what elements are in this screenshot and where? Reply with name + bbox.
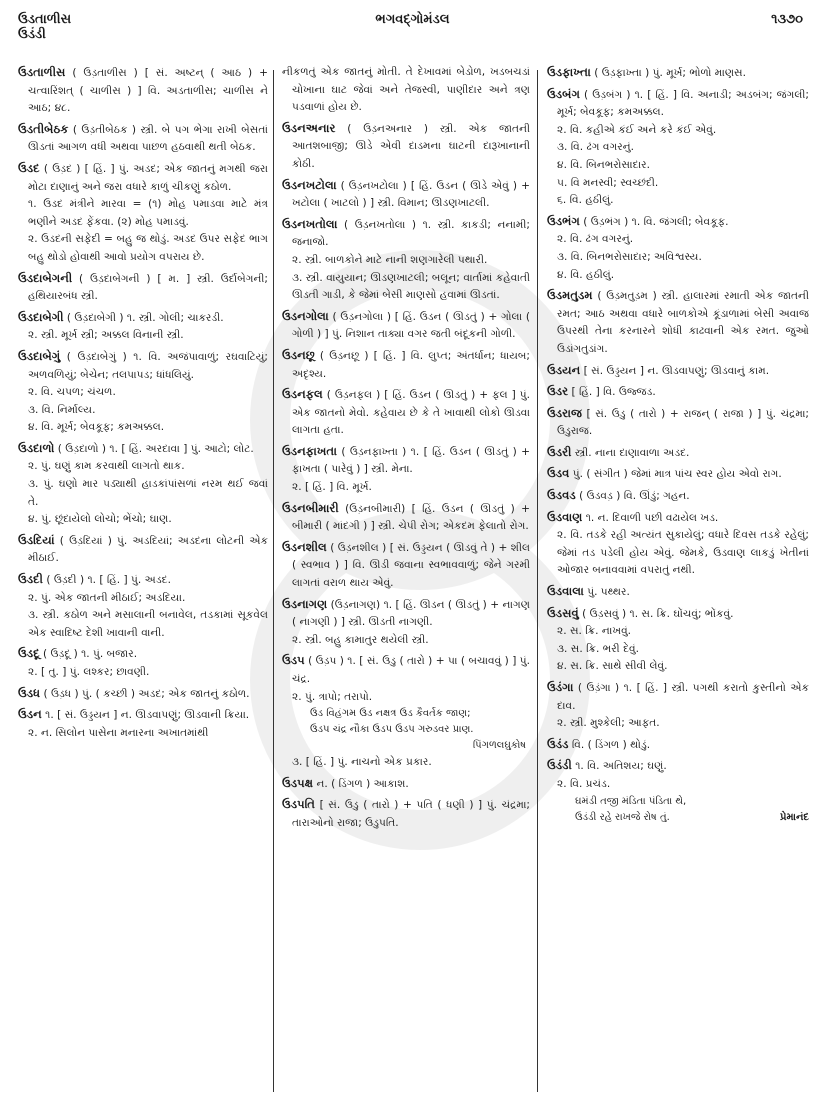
entry-definition-line	[282, 539, 530, 593]
entry-definition: ન. ( ડિંગળ ) આકાશ.	[316, 777, 409, 790]
entry-definition: ૧. [ સં. ઉડ્ડયન ] ન. ઊડવાપણું; ઊડવાની ક્રિયા.	[45, 709, 250, 722]
entry-headword: ઉડદિયાં	[18, 532, 55, 547]
column-divider	[537, 70, 538, 1092]
entry-sense: ૨. વિ. ઢંગ વગરનું.	[557, 233, 634, 246]
entry-sense: ૩. સ્ત્રી. વાયુયાન; ઊડણખાટલી; બલૂન; વાર્તામાં કહેવાતી ઊડતી ગાડી, કે જેમાં બેસી માણસો હવામાં ઊડતાં.	[292, 271, 530, 302]
entry-definition: ( ઉડ઼નખતોલા ) ૧. સ્ત્રી. કાકડી; નનામી; જનાજો.	[292, 218, 530, 249]
entry-sense: ૩. સ. ક્રિ. ભરી દેવું.	[557, 642, 639, 655]
dictionary-entry	[282, 652, 530, 771]
dictionary-entry	[18, 348, 268, 437]
dictionary-entry	[547, 405, 809, 441]
entry-definition: વિ. ( ડિંગળ ) થોડું.	[571, 738, 651, 751]
entry-headword: ઉડદાળો	[18, 440, 55, 455]
entry-sense: ૨. વિ. ચપળ; ચંચળ.	[28, 386, 116, 399]
dictionary-entry	[547, 583, 809, 602]
entry-headword: ઉડપક્ષ	[282, 775, 314, 790]
entry-headword: ઉડદ	[18, 160, 40, 175]
entry-sense: ૨. ઉડદની સફેદી = બહુ જ થોડું. અડદ ઉપર સફેદ ભાગ બહુ થોડો હોવાથી આવો પ્રયોગ વપરાય છે.	[28, 233, 268, 263]
dictionary-entry	[547, 509, 809, 580]
entry-sense: ૨. સ્ત્રી. મૂર્ખ સ્ત્રી; અક્કલ વિનાની સ્ત્રી.	[28, 329, 184, 342]
dictionary-entry	[18, 440, 268, 529]
entry-sense: ૩. વિ. બિનભરોસાદાર; અવિશ્વસ્ય.	[557, 250, 702, 263]
entry-headword: ઉડંડ	[547, 736, 569, 751]
page-header	[0, 0, 825, 48]
entry-definition-line	[282, 443, 530, 479]
dictionary-entry	[18, 121, 268, 157]
entry-definition-line	[18, 685, 268, 704]
entry-definition-line	[282, 177, 530, 213]
entry-headword: ઉડદાબેગી	[18, 309, 64, 324]
entry-sense: ૨. સ. ક્રિ. નાખવું.	[557, 625, 632, 638]
entry-definition: ( ઉડ઼દૂ ) ૧. પું. બજાર.	[43, 648, 138, 661]
entry-definition: [ સં. ઉડ્ડયન ] ન. ઊડવાપણું; ઊડવાનું કામ.	[583, 364, 770, 377]
entry-headword: ઉડનાગણ	[282, 596, 328, 611]
entry-headword: ઉડદૂ	[18, 646, 40, 661]
entry-definition-line	[547, 465, 809, 484]
entry-sense: ૩. વિ. ઢંગ વગરનું.	[557, 141, 634, 154]
entry-sense: ૪. પું. છૂંદાયેલો લોચો; ભેંચો; ઘાણ.	[28, 513, 172, 526]
entry-sense: ૨. સ્ત્રી. મુશ્કેલી; આફત.	[557, 717, 660, 730]
entry-definition-line	[547, 362, 809, 381]
entry-definition-line	[18, 348, 268, 384]
entry-definition-line	[547, 679, 809, 715]
dictionary-entry	[547, 383, 809, 402]
entry-definition: ( ઉડ઼દાબેગી ) ૧. સ્ત્રી. ગોલી; ચાકરડી.	[66, 311, 224, 324]
entry-definition: નીકળતું એક જાતનું મોતી. તે દેખાવમાં બેડોળ, ખડબચડાં ચોખાના ઘાટ જેવાં અને તેજસ્વી, પાણીદાર અને ત્રણ પડવાળાં હોય છે.	[282, 66, 530, 114]
entry-definition: ( ઉડ઼દી ) ૧. [ હિં. ] પું. અડદ.	[46, 574, 171, 587]
entry-definition: [ હિં. ] વિ. ઉજ્જડ.	[571, 386, 656, 399]
entry-definition-line	[282, 652, 530, 688]
dictionary-entry	[547, 64, 809, 83]
quotation-source: પ્રેમાનંદ	[779, 811, 809, 823]
entry-headword: ઉડંડી	[547, 758, 572, 773]
dictionary-entry	[547, 362, 809, 381]
entry-definition-line	[282, 596, 530, 632]
entry-definition-line	[547, 64, 809, 83]
entry-definition: ( ઉડ઼ધ ) પું. ( કચ્છી ) અડદ; એક જાતનું કઠોળ.	[43, 687, 250, 700]
entry-headword: ઉડદી	[18, 572, 43, 587]
entry-definition: ( ઉડ઼દ ) [ હિં. ] પું. અડદ; એક જાતનું મગથી જરા મોટા દાણાનું અને જરા વધારે કાળું ચીકણું કઠોળ.	[28, 162, 268, 193]
entry-headword: ઉડભંગ	[547, 213, 580, 228]
entry-definition-line	[18, 645, 268, 664]
entry-sense: ૪. વિ. મૂર્ખ; બેવકૂફ; કમઅક્કલ.	[28, 421, 165, 434]
dictionary-entry	[18, 160, 268, 267]
entry-definition: ( ઉડ઼દિયાં ) પું. અડદિયાં; અડદના લોટની એક મીઠાઈ.	[28, 534, 268, 565]
dictionary-entry	[547, 287, 809, 358]
entry-definition: ( ઉડ઼નખટોલા ) [ હિં. ઉડન ( ઊડે એવું ) + ખટોલા ( ખાટલો ) ] સ્ત્રી. વિમાન; ઊડણખાટલી.	[292, 179, 530, 210]
entry-sense: ૨. [ હિં. ] વિ. મૂર્ખ.	[292, 481, 372, 494]
dictionary-entry	[547, 465, 809, 484]
entry-headword: ઉડધ	[18, 685, 41, 700]
entry-definition: (ઉડ઼નાગણ) ૧. [ હિં. ઊડન ( ઊડતું ) + નાગણ ( નાગણી ) ] સ્ત્રી. ઊડતી નાગણી.	[292, 598, 530, 629]
entry-definition-line	[18, 571, 268, 590]
entry-headword: ઉડવાણ	[547, 509, 583, 524]
entry-sense: ૨. વિ. તડકે રહી અત્યંત સુકાયેલું; વધારે દિવસ તડકે રહેલું; જેમાં તડ પડેલી હોય એવું. જેમકે, ઉડવાણ લાકડું ખેતીનાં ઓજાર બનાવવામાં વપરાતું નથી.	[557, 529, 809, 577]
entry-headword: ઉડનશીલ	[282, 539, 327, 554]
entry-headword: ઉડબંગ	[547, 86, 580, 101]
entry-sense: ૨. પું. ત્રાપો; તરાપો.	[292, 690, 373, 703]
entry-headword: ઉડનછૂ	[282, 347, 315, 362]
entry-definition-line	[18, 440, 268, 459]
entry-sense: ૩. [ હિં. ] પું. નાચનો એક પ્રકાર.	[292, 756, 432, 769]
entry-sense: ૨. સ્ત્રી. બાળકોને માટે નાની શણગારેલી પથારી.	[292, 253, 488, 266]
dictionary-entry	[547, 736, 809, 755]
entry-sense: ૧. ઉડદ મંત્રીને મારવા = (૧) મોહ પમાડવા માટે મંત્ર ભણીને અડદ ફેંકવા. (૨) મોહ પમાડવું.	[28, 198, 268, 228]
entry-definition: ( ઉડ઼નફાખ્તા ) ૧. [ હિં. ઉડન ( ઊડતું ) + ફાખતા ( પારેવું ) ] સ્ત્રી. મેના.	[292, 445, 530, 476]
entry-definition: ( ઉડ઼ંગા ) ૧. [ હિં. ] સ્ત્રી. પગથી કરાતો કુસ્તીનો એક દાવ.	[557, 682, 809, 712]
entry-headword: ઉડમતુડમ	[547, 288, 593, 303]
entry-definition: પું. ( સંગીત ) જેમાં માત્ર પાંચ સ્વર હોય એવો રાગ.	[572, 468, 782, 481]
entry-definition: ( ઉડ઼નગોલા ) [ હિં. ઉડન ( ઊડતું ) + ગોલા ( ગોળી ) ] પું. નિશાન તાક્યા વગર જતી બંદૂકની ગોળી.	[292, 310, 530, 341]
dictionary-entry	[547, 605, 809, 676]
entry-definition-line	[547, 509, 809, 528]
dictionary-entry	[547, 213, 809, 284]
entry-headword: ઉડસવું	[547, 605, 579, 620]
entry-sense: ૨. [ તુ. ] પું. લશ્કર; છાવણી.	[28, 666, 150, 678]
dictionary-entry	[547, 444, 809, 463]
entry-headword: ઉડવડ	[547, 488, 576, 503]
entry-sense: ૨. વિ. પ્રચંડ.	[557, 777, 611, 790]
entry-sense: ૨. સ્ત્રી. બહુ કામાતુર થયેલી સ્ત્રી.	[292, 633, 429, 646]
entry-headword: ઉડયન	[547, 362, 581, 377]
entry-definition-line	[282, 775, 530, 794]
entry-definition-line	[18, 160, 268, 196]
entry-definition-line	[18, 64, 268, 118]
entry-headword: ઉડર	[547, 384, 569, 399]
entry-definition-line	[282, 64, 530, 117]
dictionary-entry	[282, 120, 530, 174]
column-1	[18, 64, 268, 1084]
entry-headword: ઉડનફાખતા	[282, 443, 337, 458]
entry-definition: (ઉડ઼નબીમારી) [ હિં. ઉડન ( ઊડતું ) + બીમારી ( માંદગી ) ] સ્ત્રી. ચેપી રોગ; એકદમ ફેલાતો રોગ.	[292, 502, 530, 533]
entry-definition-line	[547, 86, 809, 122]
entry-definition: પું. પથ્થર.	[587, 586, 630, 599]
dictionary-entry	[18, 685, 268, 704]
dictionary-entry	[282, 500, 530, 536]
guide-word-first: ઉડતાળીસ	[18, 12, 72, 27]
entry-definition-line	[18, 121, 268, 157]
dictionary-columns	[0, 64, 825, 1093]
entry-definition-line	[547, 605, 809, 624]
dictionary-entry	[282, 775, 530, 794]
dictionary-entry	[18, 645, 268, 681]
entry-definition: [ સં. ઉડુ ( તારો ) + રાજન્ ( રાજા ) ] પું. ચંદ્રમા; ઉડુરાજ.	[557, 407, 809, 438]
entry-definition-line	[18, 706, 268, 725]
entry-definition-line	[282, 386, 530, 440]
entry-definition: ( ઉડ઼નફલ ) [ હિં. ઉડન ( ઊડતું ) + ફલ ] પું. એક જાતનો મેવો. કહેવાય છે કે તે ખાવાથી લોકો ઊડવા લાગતા હતા.	[292, 389, 530, 437]
column-divider	[273, 70, 274, 1092]
entry-definition-line	[282, 500, 530, 536]
entry-definition: સ્ત્રી. નાના દાણાવાળા અડદ.	[574, 446, 690, 459]
entry-sense: ૨. વિ. કહીએ કંઈ અને કરે કંઈ એવું.	[557, 123, 717, 136]
column-2	[282, 64, 530, 1084]
entry-headword: ઉડવાલા	[547, 584, 584, 599]
dictionary-entry	[282, 64, 530, 117]
entry-definition: ( ઉડ઼નછૂ ) [ હિં. ] વિ. લુપ્ત; અંતર્ધાન; ધાયબ; અદૃશ્ય.	[292, 349, 530, 380]
entry-headword: ઉડદાબેગું	[18, 348, 61, 363]
entry-headword: ઉડંગા	[547, 680, 574, 694]
dictionary-entry	[547, 86, 809, 210]
entry-definition-line	[282, 216, 530, 252]
entry-definition: ૧. વિ. અતિશય; ઘણું.	[575, 760, 667, 773]
entry-definition: ( ઉડ઼પ ) ૧. [ સં. ઉડુ ( તારો ) + પા ( બચાવવું ) ] પું. ચંદ્ર.	[292, 655, 530, 685]
dictionary-entry	[282, 308, 530, 344]
entry-sense: ૪. વિ. બિનભરોસાદાર.	[557, 158, 650, 171]
entry-definition: ( ઉડ઼દાળો ) ૧. [ હિં. અરદાવા ] પું. આટો; લોટ.	[57, 442, 254, 455]
quotation-source: પિંગળલઘુકોષ	[472, 740, 526, 752]
entry-definition-line	[18, 532, 268, 568]
entry-definition: ( ઉડ઼નશીલ ) [ સં. ઉડ્ડયન ( ઊડવું તે ) + શીલ ( સ્વભાવ ) ] વિ. ઊડી જવાના સ્વભાવવાળું; જેને ગરમી લાગતાં વરાળ થાય એવું.	[292, 541, 530, 590]
entry-headword: ઉડનગોલા	[282, 308, 329, 323]
entry-definition-line	[547, 757, 809, 776]
entry-definition: ( ઉડ઼ભંગ ) ૧. વિ. જંગલી; બેવકૂફ.	[583, 215, 729, 228]
entry-definition-line	[18, 309, 268, 328]
dictionary-entry	[282, 386, 530, 440]
entry-definition-line	[547, 444, 809, 463]
entry-sense: ૪. સ. ક્રિ. સાથે સીવી લેવું.	[557, 660, 668, 673]
entry-quotation-line: ઉડંડી રહે રાખજે રોષ તું. પ્રેમાનંદ	[547, 810, 809, 826]
entry-sense: ૨. પું. એક જાતની મીઠાઈ; અડદિયા.	[28, 591, 186, 604]
dictionary-entry	[547, 487, 809, 506]
entry-quotation-line: ઘમંડી તજી મંડિતા પંડિતા થે,	[575, 795, 687, 807]
entry-definition-line	[18, 270, 268, 306]
column-3	[547, 64, 809, 1084]
entry-definition-line	[547, 736, 809, 755]
entry-definition: [ સં. ઉડુ ( તારો ) + પતિ ( ધણી ) ] પું. ચંદ્રમા; તારાઓનો રાજા; ઉડુપતિ.	[292, 799, 530, 829]
guide-word-last: ઉડંડી	[18, 27, 46, 42]
entry-headword: ઉડનખટોલા	[282, 177, 337, 192]
dictionary-entry	[282, 443, 530, 497]
entry-definition: ( ઉડ઼તીબેઠક ) સ્ત્રી. બે પગ ભેગા રાખી બેસતાં ઊડતાં આગળ વધી અથવા પાછળ હઠવાથી થતી બેઠક.	[28, 123, 268, 154]
entry-headword: ઉડવ	[547, 466, 570, 481]
entry-definition: ( ઉડવડ઼ ) વિ. ઊંડું; ગહન.	[579, 490, 690, 503]
entry-definition-line	[282, 120, 530, 174]
entry-headword: ઉડન	[18, 707, 42, 722]
dictionary-title: ભગવદ્ગોમંડલ	[375, 12, 450, 27]
entry-definition: ( ઉડ઼નઅનાર ) સ્ત્રી. એક જાતની આતશબાજી; ઊડે એવી દાડમના ઘાટની દારૂખાનાની કોઠી.	[292, 122, 530, 170]
entry-headword: ઉડદાબેગની	[18, 270, 73, 285]
dictionary-entry	[282, 216, 530, 305]
entry-quotation-line: ઉડપ ચંદ્ર નૌકા ઉડપ ઉડપ ગરુડવર પ્રાણ.	[310, 724, 474, 736]
entry-headword: ઉડનબીમારી	[282, 500, 339, 515]
entry-headword: ઉડતીબેઠક	[18, 121, 69, 136]
entry-headword: ઉડનખતોલા	[282, 216, 338, 231]
entry-definition-line	[547, 487, 809, 506]
page-number: ૧૩૭૦	[771, 12, 803, 27]
entry-definition: ( ઉડ઼સવું ) ૧. સ. ક્રિ. ઘોંચવું; ભોંકવું.	[582, 607, 734, 620]
dictionary-entry	[282, 347, 530, 383]
entry-definition-line	[547, 405, 809, 441]
entry-definition-line	[282, 308, 530, 344]
dictionary-entry	[547, 679, 809, 733]
entry-definition-line	[547, 583, 809, 602]
entry-definition-line	[282, 347, 530, 383]
entry-sense: ૬. વિ. હઠીલું.	[557, 194, 614, 207]
entry-headword: ઉડતાળીસ	[18, 65, 66, 79]
entry-headword: ઉડનફલ	[282, 387, 323, 402]
entry-headword: ઉડપ	[282, 653, 305, 668]
entry-definition: ( ઉડ઼બંગ ) ૧. [ હિં. ] વિ. અનાડી; અડબંગ; જંગલી; મૂર્ખ; બેવકૂફ; કમઅક્કલ.	[557, 88, 809, 119]
entry-definition-line	[547, 383, 809, 402]
entry-definition: ૧. ન. દિવાળી પછી વઢાયેલ ખડ.	[585, 511, 719, 524]
dictionary-entry	[18, 571, 268, 642]
entry-definition-line	[282, 796, 530, 832]
dictionary-entry	[547, 757, 809, 825]
entry-definition: ( ઉડ઼ફાખ્તા ) પું. મૂર્ખ; ભોળો માણસ.	[594, 67, 747, 79]
entry-sense: ૪. વિ. હઠીલું.	[557, 268, 615, 281]
entry-definition-line	[547, 213, 809, 232]
dictionary-entry	[18, 64, 268, 118]
entry-headword: ઉડપતિ	[282, 797, 315, 812]
dictionary-entry	[18, 270, 268, 306]
dictionary-entry	[18, 706, 268, 742]
entry-definition: ( ઉડ઼દાબેગની ) [ મ. ] સ્ત્રી. ઉર્દાબેગની; હથિયારબંધ સ્ત્રી.	[28, 272, 268, 303]
dictionary-entry	[282, 596, 530, 650]
entry-sense: ૨. ન. સિલોન પાસેના મનારના અખાતમાંથી	[28, 726, 209, 739]
entry-headword: ઉડફાખ્તા	[547, 65, 591, 79]
entry-sense: ૨. પું. ઘણું કામ કરવાથી લાગતો થાક.	[28, 460, 185, 473]
entry-headword: ઉડરાજ	[547, 405, 582, 420]
dictionary-entry	[18, 309, 268, 345]
entry-headword: ઉડનઅનાર	[282, 120, 336, 135]
dictionary-entry	[282, 796, 530, 832]
entry-definition: ( ઉડ઼દાબેગું ) ૧. વિ. અજંપાવાળું; રઘવાટિયું; અળવળિયું; બેચેન; તલપાપડ; ધાંધલિયું.	[28, 350, 268, 381]
entry-sense: ૫. વિ મનસ્વી; સ્વચ્છંદી.	[557, 176, 659, 189]
entry-sense: ૩. પું. ઘણો માર પડ્યાથી હાડકાંપાંસળાં નરમ થઈ જવાં તે.	[28, 478, 268, 508]
dictionary-entry	[282, 177, 530, 213]
entry-headword: ઉડરી	[547, 444, 572, 459]
dictionary-entry	[282, 539, 530, 593]
entry-definition: ( ઉડ઼મતુડ઼મ ) સ્ત્રી. હાલારમાં રમાતી એક જાતની રમત; આઠ અથવા વધારે બાળકોએ કૂંડાળામાં બેસી અવાજ ઉપરથી તેના કરનારને શોધી કાઢવાની એક રમત. જુઓ ઉડાંગતુડાંગ.	[557, 290, 809, 355]
dictionary-entry	[18, 532, 268, 568]
entry-definition-line	[547, 287, 809, 358]
entry-sense: ૩. સ્ત્રી. કઠોળ અને મસાલાની બનાવેલ, તડકામાં સૂકવેલ એક સ્વાદિષ્ટ દેશી ખાવાની વાની.	[28, 609, 268, 639]
entry-definition: ( ઉડ઼તાળીસ ) [ સં. અષ્ટન્ ( આઠ ) + ચત્વારિંશત્ ( ચાળીસ ) ] વિ. અડતાળીસ; ચાળીસ ને આઠ; ૪૮.	[28, 67, 268, 115]
entry-quotation-line: ઉડ વિહંગમ ઉડ નક્ષત્ર ઉડ કૈવર્તક જાણ;	[310, 708, 471, 720]
entry-sense: ૩. વિ. નિર્માલ્ય.	[28, 403, 96, 416]
